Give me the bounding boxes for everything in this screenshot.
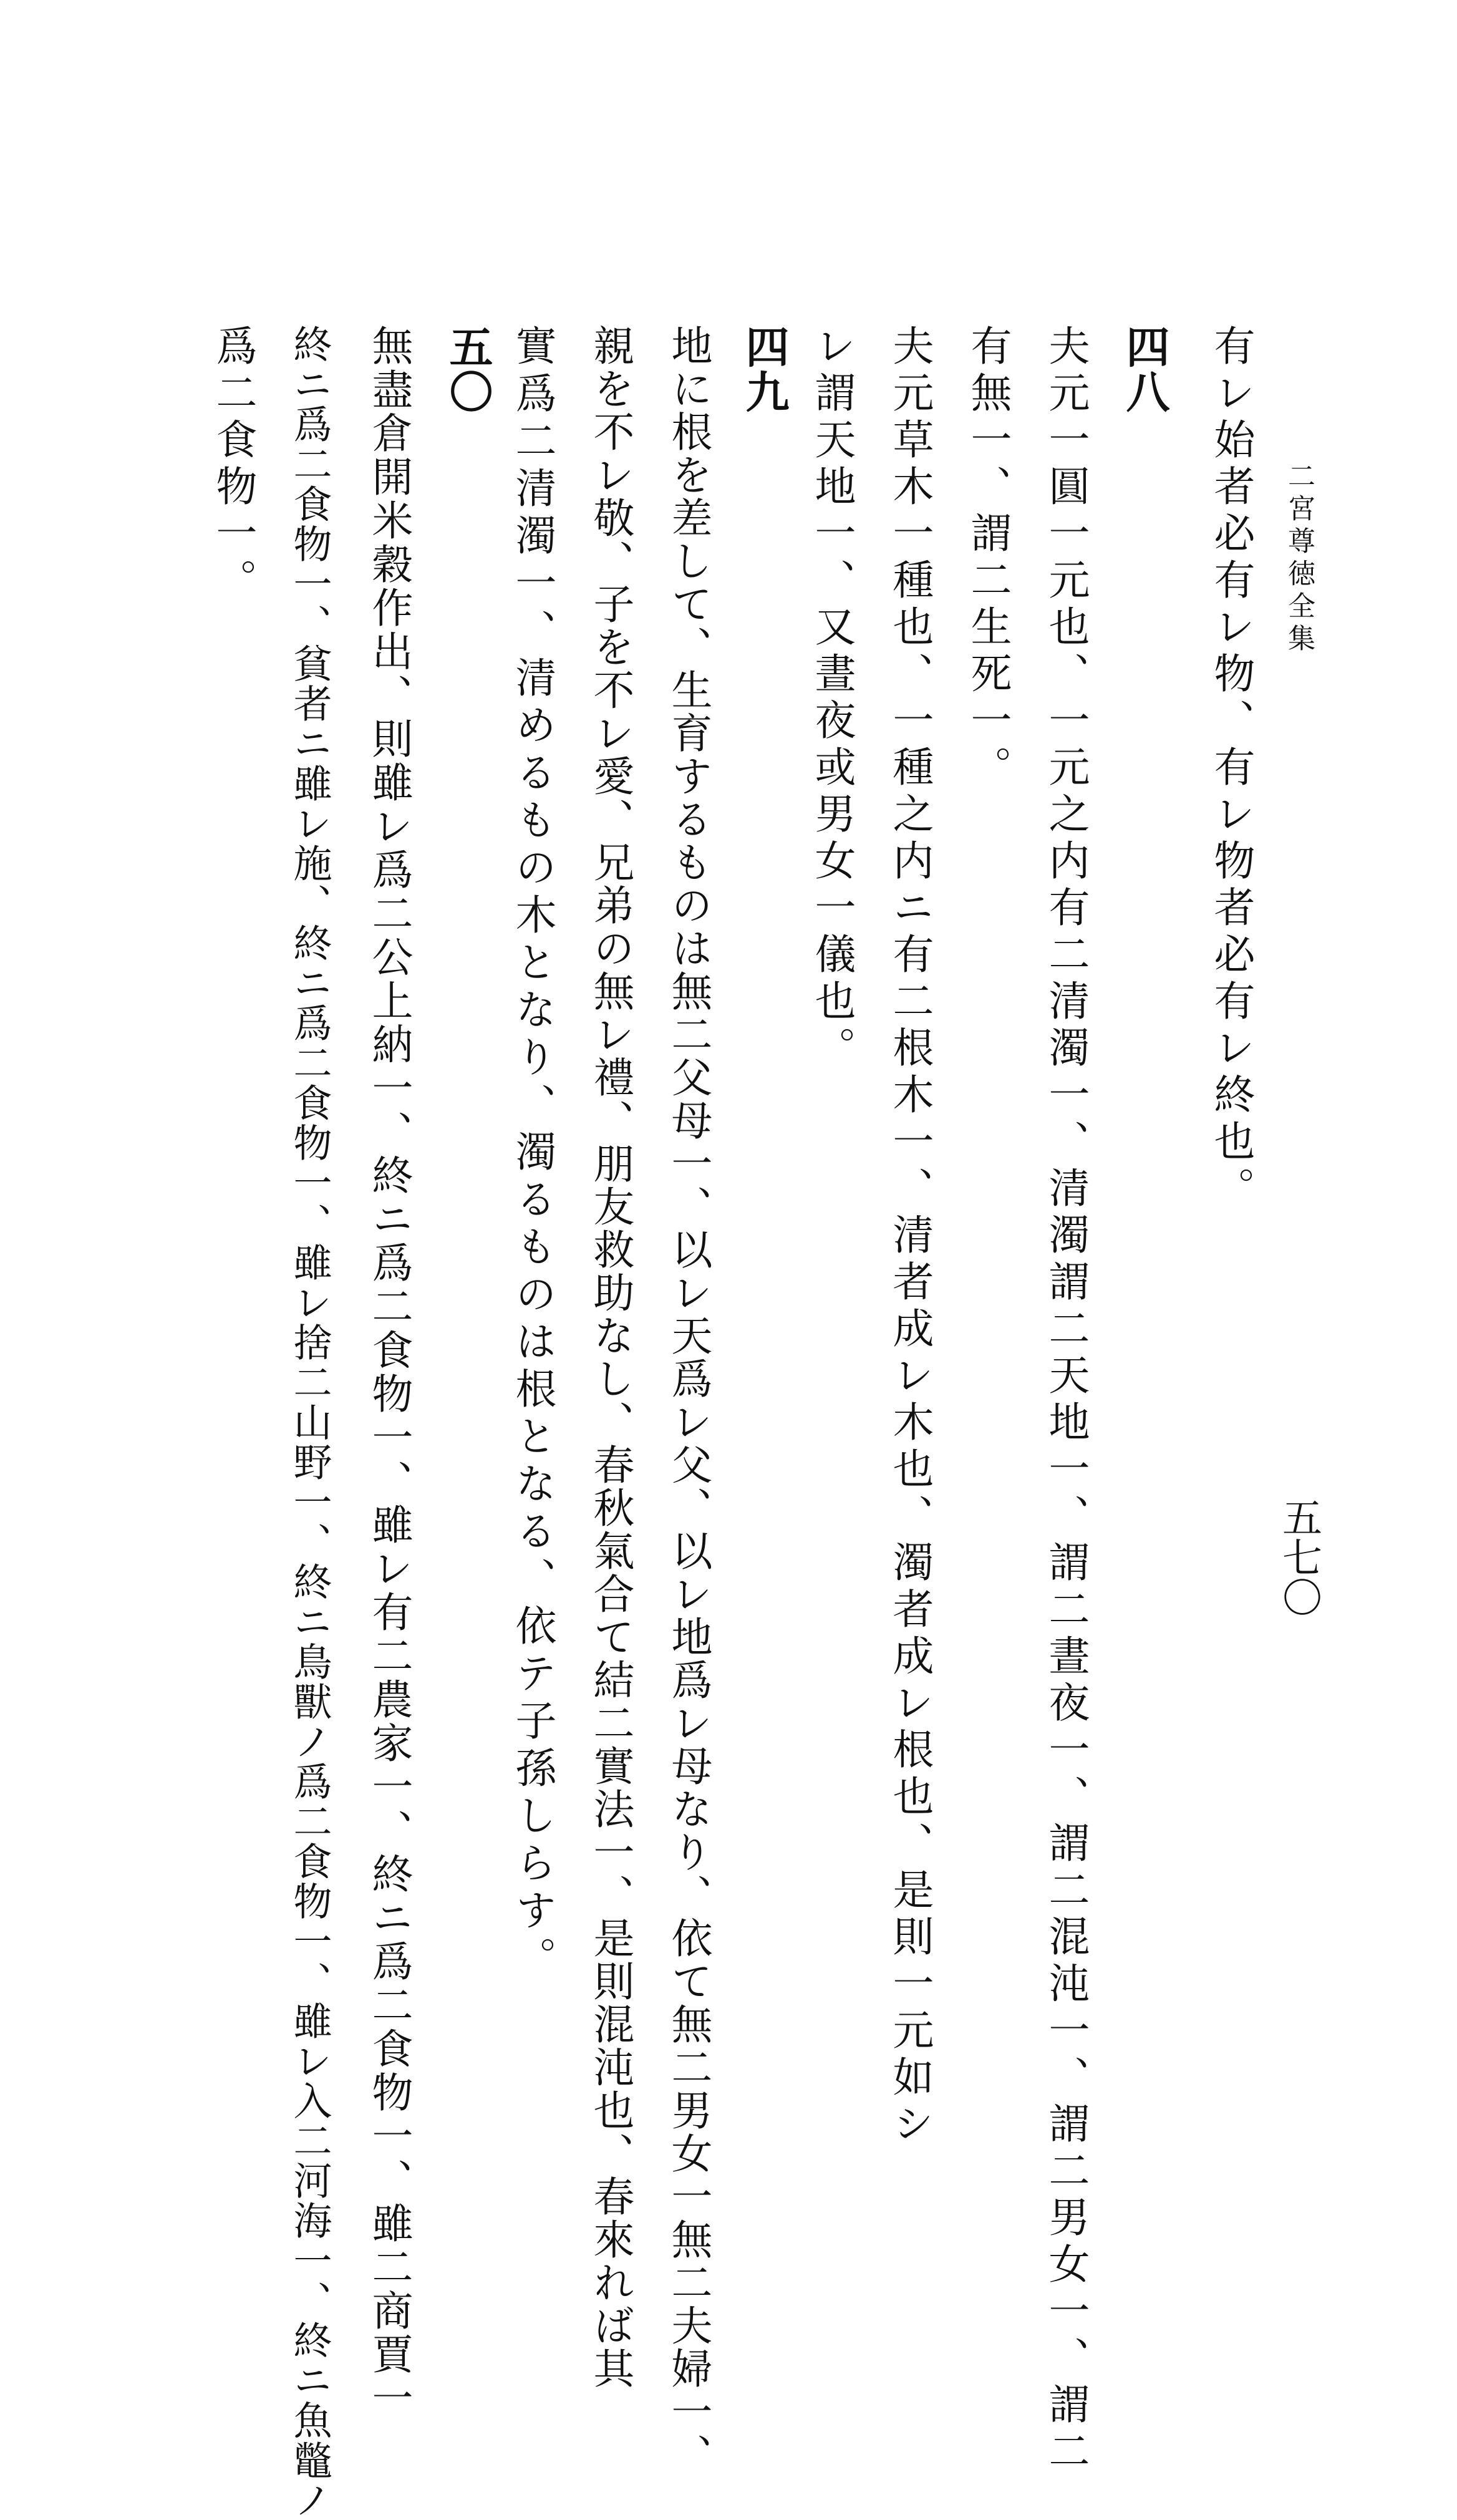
page-number: 五七〇: [1275, 1497, 1322, 1617]
running-head: 二宮尊徳全集: [1283, 462, 1315, 656]
section-48-line-1: 夫元一圓一元也、一元之内有二清濁一、清濁謂二天地一、謂二晝夜一、謂二混沌一、謂二男女一、謂二: [1042, 324, 1090, 2476]
section-49-line-2: 親を不レ敬、子を不レ愛、兄弟の無レ禮、朋友救助なし、春秋氣合て結二實法一、是則混沌也、春來れば其: [586, 324, 634, 2390]
section-48-line-4: レ謂天地一、又晝夜或男女一儀也。: [808, 324, 856, 1073]
section-48-heading: 四八: [1119, 324, 1171, 414]
section-50-line-1: 無盡倉開米穀作出、則雖レ爲二公上納一、終ニ爲二食物一、雖レ有二農家一、終ニ爲二食物一、雖二商賈一: [365, 324, 413, 2420]
intro-line-1: 有レ始者必有レ物、有レ物者必有レ終也。: [1207, 324, 1255, 1213]
section-48-line-3: 夫元草木一種也、一種之内ニ有二根木一、清者成レ木也、濁者成レ根也、是則一元如シ: [886, 324, 934, 2149]
section-50-heading: 五〇: [442, 324, 494, 414]
section-49-line-1: 地に根を差して、生育するものは無二父母一、以レ天爲レ父、以レ地爲レ母なり、依て無二男女一無二夫婦一、: [664, 324, 712, 2476]
section-49-heading: 四九: [738, 324, 790, 414]
section-50-line-3: 爲二食物一。: [209, 324, 257, 605]
section-49-line-3: 實爲二清濁一、清めるもの木となり、濁るものは根となる、依テ子孫しらす。: [508, 324, 556, 1984]
section-48-line-2: 有無一、謂二生死一。: [964, 324, 1012, 792]
section-50-line-2: 終ニ爲二食物一、貧者ニ雖レ施、終ニ爲二食物一、雖レ捨二山野一、終ニ鳥獸ノ爲二食物一、雖レ入二河海一、終ニ魚鼈ノ: [287, 324, 332, 2520]
